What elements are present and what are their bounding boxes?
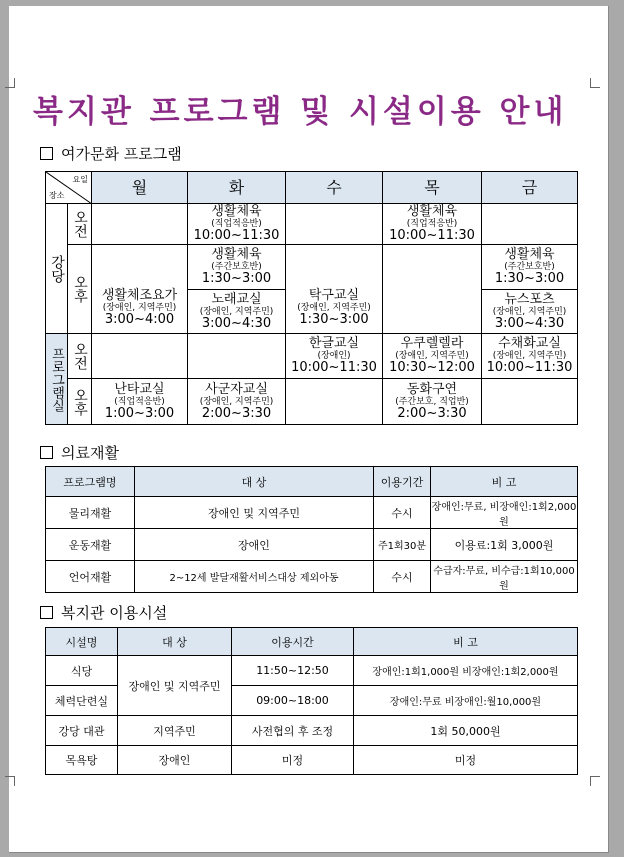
- schedule-cell: [286, 334, 383, 379]
- day-header: 수: [286, 172, 383, 204]
- program-time: 3:00~4:00: [104, 312, 175, 327]
- section-heading-medical: [40, 442, 119, 463]
- schedule-cell-empty: [92, 334, 188, 379]
- schedule-cell: [286, 245, 383, 334]
- schedule-cell: [383, 379, 482, 425]
- schedule-cell: [482, 334, 578, 379]
- program-target: (장애인, 지역주민): [199, 306, 274, 317]
- program-target: (장애인, 지역주민): [199, 396, 274, 407]
- place-label-program-room: 프로그램실: [46, 334, 68, 425]
- program-name: 생활체육: [211, 247, 262, 262]
- program-name: 우쿠렐렐라: [400, 336, 464, 351]
- table-cell: 체력단련실: [46, 686, 118, 716]
- day-header: 목: [383, 172, 482, 204]
- program-time: 10:00~11:30: [389, 228, 475, 243]
- table-cell: 운동재활: [46, 529, 135, 561]
- schedule-cell-empty: [286, 204, 383, 245]
- period-label-am: 오전: [68, 334, 92, 379]
- program-target: (장애인, 지역주민): [395, 351, 469, 361]
- program-time: 10:00~11:30: [193, 228, 280, 243]
- table-cell: 09:00~18:00: [232, 686, 354, 716]
- table-cell: 장애인: [135, 529, 374, 561]
- schedule-cell-empty: [286, 379, 383, 425]
- table-cell: 수급자:무료, 비수급:1회10,000원: [431, 561, 578, 593]
- period-label-am: 오전: [68, 204, 92, 245]
- table-header: 대 상: [118, 628, 232, 656]
- table-cell: 언어재활: [46, 561, 135, 593]
- table-cell: 11:50~12:50: [232, 656, 354, 686]
- program-time: 2:00~3:30: [397, 405, 467, 421]
- section-heading-leisure: [40, 143, 182, 164]
- schedule-cell: [92, 379, 188, 425]
- program-name: 탁구교실: [308, 288, 360, 303]
- section-label: 의료재활: [61, 444, 119, 462]
- table-cell: 장애인 및 지역주민: [118, 656, 232, 716]
- table-cell: 목욕탕: [46, 746, 118, 775]
- program-time: 2:00~3:30: [201, 405, 272, 421]
- checkbox-icon: [40, 446, 53, 459]
- program-target: (주간보호반): [504, 262, 555, 272]
- program-target: (장애인, 지역주민): [297, 303, 371, 313]
- day-header: 금: [482, 172, 578, 204]
- program-target: (장애인, 지역주민): [492, 306, 567, 317]
- section-label: 복지관 이용시설: [61, 604, 168, 622]
- table-cell: 장애인:1회1,000원 비장애인:1회2,000원: [354, 656, 578, 686]
- program-name: 생활체육: [406, 204, 458, 219]
- program-name: 생활체조요가: [101, 288, 178, 303]
- day-header: 화: [188, 172, 286, 204]
- period-label-pm: 오후: [68, 245, 92, 334]
- schedule-cell: [188, 245, 286, 290]
- table-header: 비 고: [354, 628, 578, 656]
- program-target: (장애인): [317, 351, 351, 361]
- table-cell: 장애인: [118, 746, 232, 775]
- medical-rehab-table: [45, 466, 578, 593]
- corner-label-place: 장소: [49, 191, 65, 200]
- table-cell: 수시: [374, 497, 431, 529]
- schedule-cell-empty: [482, 204, 578, 245]
- table-header: 대 상: [135, 467, 374, 497]
- program-time: 1:00~3:00: [104, 405, 175, 421]
- crop-mark: [590, 776, 600, 786]
- leisure-schedule-table: [45, 171, 578, 425]
- program-target: (장애인, 지역주민): [102, 303, 177, 313]
- page-title: 복지관 프로그램 및 시설이용 안내: [33, 94, 568, 130]
- table-cell: 장애인 및 지역주민: [135, 497, 374, 529]
- period-label-pm: 오후: [68, 379, 92, 425]
- program-time: 1:30~3:00: [494, 271, 565, 286]
- program-time: 1:30~3:00: [299, 312, 369, 327]
- program-name: 동화구연: [406, 381, 458, 397]
- schedule-corner-cell: [46, 172, 92, 204]
- schedule-cell: [92, 245, 188, 334]
- section-heading-facility: [40, 602, 167, 623]
- schedule-cell: [482, 290, 578, 334]
- program-time: 3:00~4:30: [201, 315, 272, 331]
- table-cell: 주1회30분: [374, 529, 431, 561]
- program-target: (직업적응반): [406, 219, 458, 229]
- corner-label-day: 요일: [72, 175, 88, 184]
- table-cell: 미정: [354, 746, 578, 775]
- schedule-cell: [188, 290, 286, 334]
- table-cell: 식당: [46, 656, 118, 686]
- schedule-cell-empty: [482, 379, 578, 425]
- crop-mark: [5, 78, 15, 88]
- table-cell: 2~12세 발달재활서비스대상 제외아동: [135, 561, 374, 593]
- program-time: 10:30~12:00: [389, 360, 475, 375]
- program-target: (직업적응반): [211, 219, 262, 229]
- table-cell: 수시: [374, 561, 431, 593]
- table-cell: 미정: [232, 746, 354, 775]
- table-header: 이용기간: [374, 467, 431, 497]
- program-target: (주간보호, 직업반): [395, 396, 469, 407]
- checkbox-icon: [40, 147, 53, 160]
- table-cell: 물리재활: [46, 497, 135, 529]
- schedule-cell: [188, 204, 286, 245]
- table-header: 이용시간: [232, 628, 354, 656]
- checkbox-icon: [40, 606, 53, 619]
- program-time: 10:00~11:30: [486, 360, 573, 375]
- facility-table: [45, 627, 578, 775]
- table-cell: 이용료:1회 3,000원: [431, 529, 578, 561]
- program-time: 3:00~4:30: [494, 315, 565, 331]
- schedule-cell: [383, 334, 482, 379]
- place-label-hall: 강당: [46, 204, 68, 334]
- program-name: 생활체육: [211, 204, 262, 219]
- program-name: 난타교실: [114, 381, 165, 397]
- table-header: 시설명: [46, 628, 118, 656]
- schedule-cell-empty: [188, 334, 286, 379]
- program-time: 10:00~11:30: [291, 360, 377, 375]
- schedule-cell: [188, 379, 286, 425]
- table-cell: 사전협의 후 조정: [232, 716, 354, 746]
- table-header: 비 고: [431, 467, 578, 497]
- program-target: (장애인, 지역주민): [492, 351, 567, 361]
- program-target: (직업적응반): [114, 396, 165, 407]
- program-name: 노래교실: [211, 291, 262, 307]
- table-cell: 장애인:무료, 비장애인:1회2,000원: [431, 497, 578, 529]
- table-cell: 장애인:무료 비장애인:월10,000원: [354, 686, 578, 716]
- program-target: (주간보호반): [211, 262, 262, 272]
- program-name: 수채화교실: [498, 336, 561, 351]
- table-cell: 지역주민: [118, 716, 232, 746]
- schedule-cell-empty: [92, 204, 188, 245]
- program-name: 뉴스포츠: [504, 291, 555, 307]
- program-name: 사군자교실: [205, 381, 268, 397]
- schedule-cell: [482, 245, 578, 290]
- program-name: 생활체육: [504, 247, 555, 262]
- crop-mark: [5, 776, 15, 786]
- schedule-cell-empty: [383, 245, 482, 334]
- table-cell: 1회 50,000원: [354, 716, 578, 746]
- program-time: 1:30~3:00: [201, 271, 272, 286]
- program-name: 한글교실: [308, 336, 360, 351]
- day-header: 월: [92, 172, 188, 204]
- section-label: 여가문화 프로그램: [61, 145, 182, 163]
- schedule-cell: [383, 204, 482, 245]
- table-cell: 강당 대관: [46, 716, 118, 746]
- table-header: 프로그램명: [46, 467, 135, 497]
